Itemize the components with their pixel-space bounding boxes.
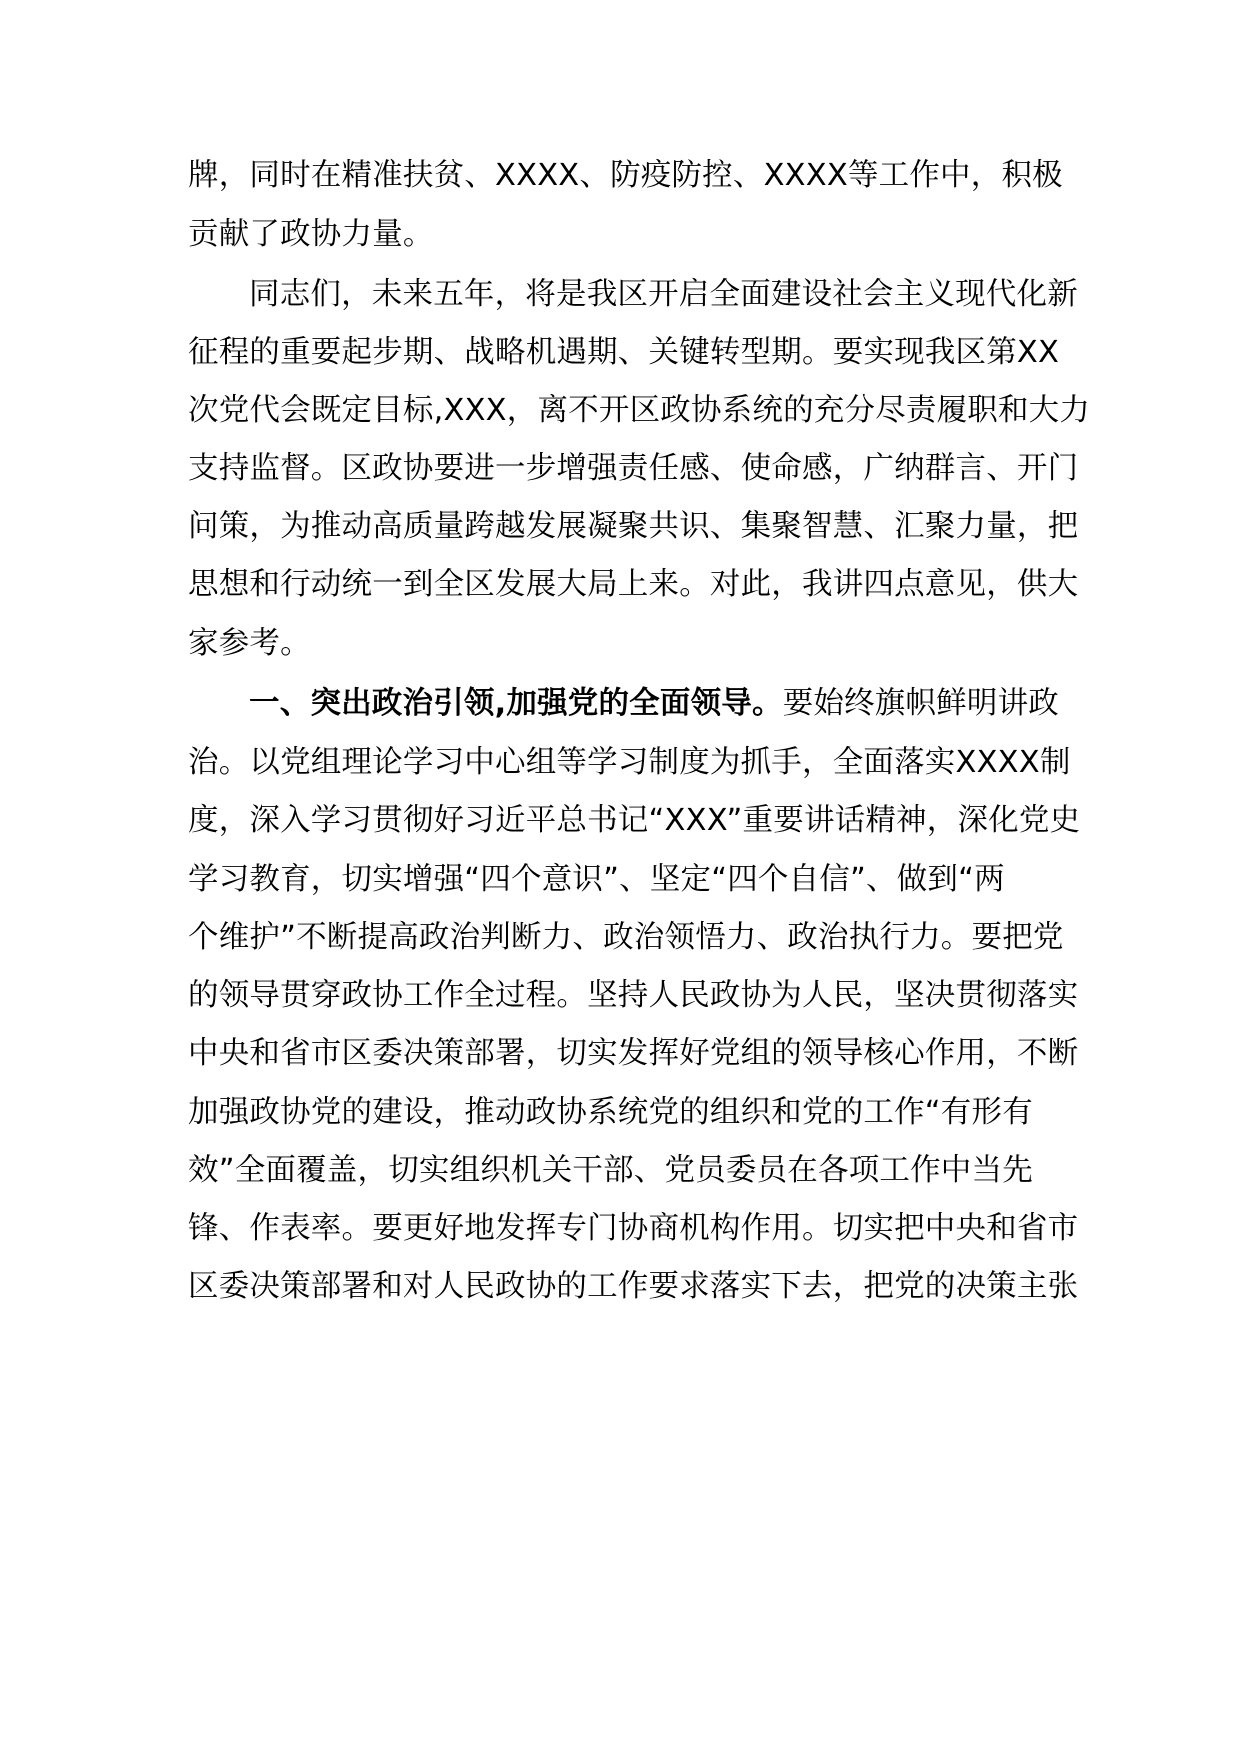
text-line: 家参考。: [188, 626, 311, 661]
text-line: 个维护”不断提高政治判断力、政治领悟力、政治执行力。要把党: [188, 920, 1064, 955]
text-line: 思想和行动统一到全区发展大局上来。对此，我讲四点意见，供大: [188, 567, 1079, 602]
paragraph-start-line: 同志们，未来五年，将是我区开启全面建设社会主义现代化新: [249, 277, 1078, 312]
text-line: 牌，同时在精准扶贫、XXXX、防疫防控、XXXX等工作中，积极: [188, 158, 1063, 193]
text-line: 次党代会既定目标,XXX，离不开区政协系统的充分尽责履职和大力: [188, 393, 1091, 428]
section-heading: 一、突出政治引领,加强党的全面领导。: [249, 686, 783, 721]
text-line: 加强政协党的建设，推动政协系统党的组织和党的工作“有形有: [188, 1095, 1033, 1130]
text-line: 锋、作表率。要更好地发挥专门协商机构作用。切实把中央和省市: [188, 1211, 1079, 1246]
text-line: 治。以党组理论学习中心组等学习制度为抓手，全面落实XXXX制: [188, 745, 1071, 780]
section-heading-line: [249, 679, 1059, 729]
text-line: 的领导贯穿政协工作全过程。坚持人民政协为人民，坚决贯彻落实: [188, 978, 1079, 1013]
text-line: 度，深入学习贯彻好习近平总书记“XXX”重要讲话精神，深化党史: [188, 803, 1081, 838]
text-line: 学习教育，切实增强“四个意识”、坚定“四个自信”、做到“两: [188, 862, 1005, 897]
section-heading-continuation: 要始终旗帜鲜明讲政: [782, 686, 1059, 721]
text-line: 问策，为推动高质量跨越发展凝聚共识、集聚智慧、汇聚力量，把: [188, 509, 1079, 544]
text-line: 支持监督。区政协要进一步增强责任感、使命感，广纳群言、开门: [188, 451, 1079, 486]
text-line: 征程的重要起步期、战略机遇期、关键转型期。要实现我区第XX: [188, 335, 1060, 370]
text-line: 效”全面覆盖，切实组织机关干部、党员委员在各项工作中当先: [188, 1153, 1033, 1188]
text-line: 区委决策部署和对人民政协的工作要求落实下去，把党的决策主张: [188, 1269, 1079, 1304]
text-line: 中央和省市区委决策部署，切实发挥好党组的领导核心作用，不断: [188, 1036, 1079, 1071]
text-line: 贡献了政协力量。: [188, 217, 434, 252]
